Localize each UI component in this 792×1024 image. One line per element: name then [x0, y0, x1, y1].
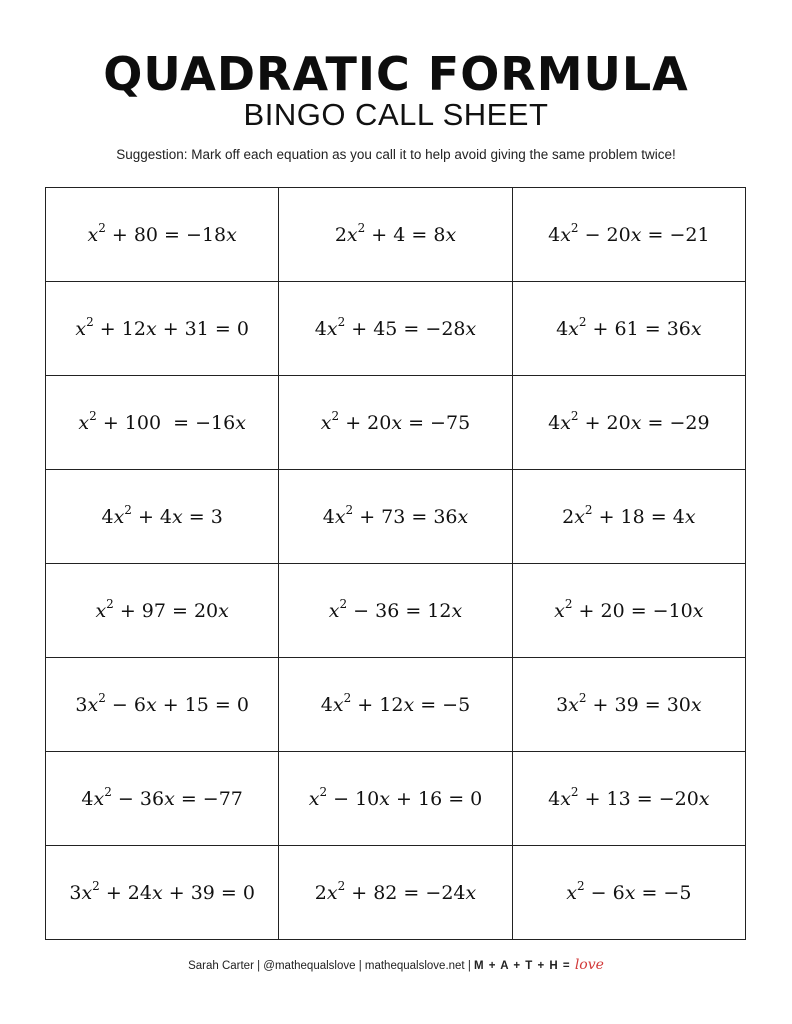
equation-cell — [46, 846, 279, 940]
equation-text: $x^2 + 20 = -10x$ — [554, 596, 704, 622]
grid-row — [46, 752, 746, 846]
equation-text: $4x^2 + 4x = 3$ — [101, 502, 223, 528]
grid-row — [46, 470, 746, 564]
equation-text: $4x^2 - 20x = -21$ — [548, 220, 710, 246]
equation-cell — [279, 658, 512, 752]
equation-text: $x^2 + 100 = -16x$ — [78, 408, 246, 434]
equation-cell — [512, 188, 745, 282]
grid-row — [46, 846, 746, 940]
equation-cell — [512, 564, 745, 658]
equation-text: $4x^2 + 61 = 36x$ — [556, 314, 702, 340]
bingo-call-grid — [45, 187, 746, 940]
grid-row — [46, 658, 746, 752]
grid-row — [46, 376, 746, 470]
equation-text: $3x^2 + 39 = 30x$ — [556, 690, 702, 716]
equation-cell — [279, 282, 512, 376]
grid-row — [46, 282, 746, 376]
equation-text: $3x^2 - 6x + 15 = 0$ — [75, 690, 249, 716]
equation-text: $4x^2 + 73 = 36x$ — [322, 502, 469, 528]
equation-cell — [46, 376, 279, 470]
equation-text: $4x^2 + 13 = -20x$ — [548, 784, 710, 810]
equation-cell — [46, 658, 279, 752]
equation-cell — [512, 470, 745, 564]
equation-cell — [279, 188, 512, 282]
equation-cell — [279, 564, 512, 658]
equation-cell — [512, 282, 745, 376]
equation-text: $x^2 - 36 = 12x$ — [328, 596, 463, 622]
equation-cell — [46, 470, 279, 564]
suggestion-text: Suggestion: Mark off each equation as you call it to help avoid giving the same problem twice! — [116, 147, 676, 162]
equation-cell — [279, 846, 512, 940]
grid-row — [46, 188, 746, 282]
equation-text: $4x^2 - 36x = -77$ — [81, 784, 243, 810]
equation-cell — [279, 470, 512, 564]
footer-brand: M + A + T + H = — [474, 960, 575, 972]
equation-cell — [279, 376, 512, 470]
equation-cell — [279, 752, 512, 846]
equation-cell — [46, 564, 279, 658]
page-subtitle: BINGO CALL SHEET — [243, 97, 549, 132]
equation-text: $x^2 - 10x + 16 = 0$ — [308, 784, 483, 810]
equation-text: $4x^2 + 12x = -5$ — [320, 690, 471, 716]
equation-text: $3x^2 + 24x + 39 = 0$ — [69, 878, 255, 904]
equation-text: $4x^2 + 20x = -29$ — [548, 408, 710, 434]
equation-cell — [46, 188, 279, 282]
equation-text: $2x^2 + 82 = -24x$ — [314, 878, 477, 904]
equation-text: $x^2 - 6x = -5$ — [566, 878, 692, 904]
equation-cell — [512, 752, 745, 846]
equation-text: $4x^2 + 45 = -28x$ — [314, 314, 477, 340]
footer-credit: Sarah Carter | @mathequalslove | mathequalslove.net | — [188, 960, 475, 972]
equation-text: $x^2 + 12x + 31 = 0$ — [75, 314, 249, 340]
equation-text: $2x^2 + 4 = 8x$ — [334, 220, 457, 246]
footer-love-logo: love — [574, 957, 604, 973]
page-title: QUADRATIC FORMULA — [103, 47, 689, 101]
footer — [0, 957, 792, 973]
equation-cell — [512, 846, 745, 940]
equation-cell — [512, 658, 745, 752]
equation-cell — [512, 376, 745, 470]
equation-text: $x^2 + 20x = -75$ — [320, 408, 471, 434]
equation-cell — [46, 752, 279, 846]
equation-text: $x^2 + 80 = -18x$ — [87, 220, 237, 246]
equation-text: $x^2 + 97 = 20x$ — [95, 596, 229, 622]
equation-cell — [46, 282, 279, 376]
equation-text: $2x^2 + 18 = 4x$ — [562, 502, 696, 528]
grid-row — [46, 564, 746, 658]
